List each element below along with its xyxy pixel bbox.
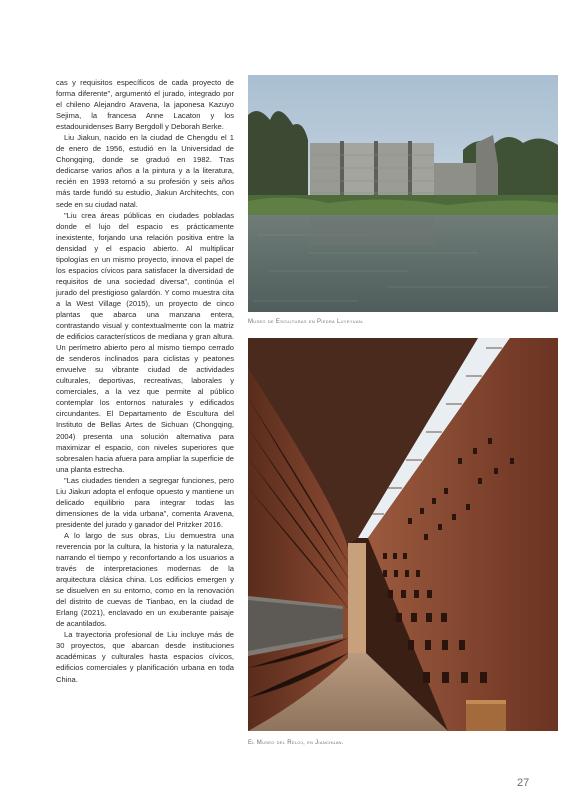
- article-paragraph: A lo largo de sus obras, Liu demuestra una reverencia por la cultura, la historia y la naturaleza, narrando el tiempo y reconfortando a los usuarios a través de interpretaciones modernas de la arquitectura clásica china. Los edificios emergen y se disuelven en su entorno, como en la renovación del distrito de cuevas de Tianbao, en la ciudad de Erlang (2021), enclavado en un exuberante paisaje de acantilados.: [56, 530, 234, 629]
- article-paragraph: La trayectoria profesional de Liu incluye más de 30 proyectos, que abarcan desde instituciones académicas y culturales hasta espacios cívicos, edificios comerciales y planificación urbana en toda China.: [56, 630, 234, 684]
- photo-clock-museum: [248, 338, 558, 731]
- article-paragraph: cas y requisitos específicos de cada proyecto de forma diferente", argumentó el jurado, integrado por el chileno Alejandro Aravena, la japonesa Kazuyo Sejima, la francesa Anne Lacaton y los estadounidenses Barry Bergdoll y Deborah Berke.: [56, 78, 234, 132]
- photo-brick-corridor-skylight-icon: [248, 338, 558, 731]
- article-paragraph: "Liu crea áreas públicas en ciudades pobladas donde el lujo del espacio es prácticamente inexistente, forjando una relación positiva entre la densidad y el espacio abierto. Al multiplicar tipologías en un mismo proyecto, innova el papel de los espacios cívicos para satisfacer la diversidad de requisitos de una sociedad diversa", continúa el jurado del prestigioso galardón. Y como muestra cita a la West Village (2015), un proyecto de cinco plantas que abarca una manzana entera, contrastando visual y contextualmente con la matriz de edificios característicos de mediana y gran altura. Un perímetro abierto pero al mismo tiempo cerrado de senderos inclinados para ciclistas y peatones envuelve su vibrante ciudad de actividades culturales, deportivas, recreativas, laborales y comerciales, a la vez que permite al público contemplar los entornos naturales y edificados circundantes. El Departamento de Escultura del Instituto de Bellas Artes de Sichuan (Chongqing, 2004) presenta una solución alternativa para maximizar el espacio, con niveles superiores que sobresalen hacia afuera para ampliar la superficie de una planta estrecha.: [56, 210, 234, 474]
- photo-concrete-museum-by-lake-icon: [248, 75, 558, 312]
- article-text-column: [56, 77, 234, 685]
- article-paragraph: Liu Jiakun, nacido en la ciudad de Chengdu el 1 de enero de 1956, estudió en la Universidad de Chongqing, donde se graduó en 1982. Tras dedicarse varios años a la pintura y a la literatura, recién en 1993 retornó a su profesión y seis años más tarde fundó su estudio, Jiakun Architechts, con sede en su ciudad natal.: [56, 133, 234, 209]
- page-number: 27: [517, 777, 530, 789]
- photo-caption: El Museo del Reloj, en Jianchuan.: [248, 740, 344, 746]
- photo-caption: Museo de Esculturas en Piedra Luyeyuan.: [248, 319, 364, 325]
- article-paragraph: "Las ciudades tienden a segregar funciones, pero Liu Jiakun adopta el enfoque opuesto y mantiene un delicado equilibrio para integrar todas las dimensiones de la vida urbana", comenta Aravena, presidente del jurado y ganador del Pritzker 2016.: [56, 475, 234, 529]
- photo-luyeyuan-museum: [248, 75, 558, 312]
